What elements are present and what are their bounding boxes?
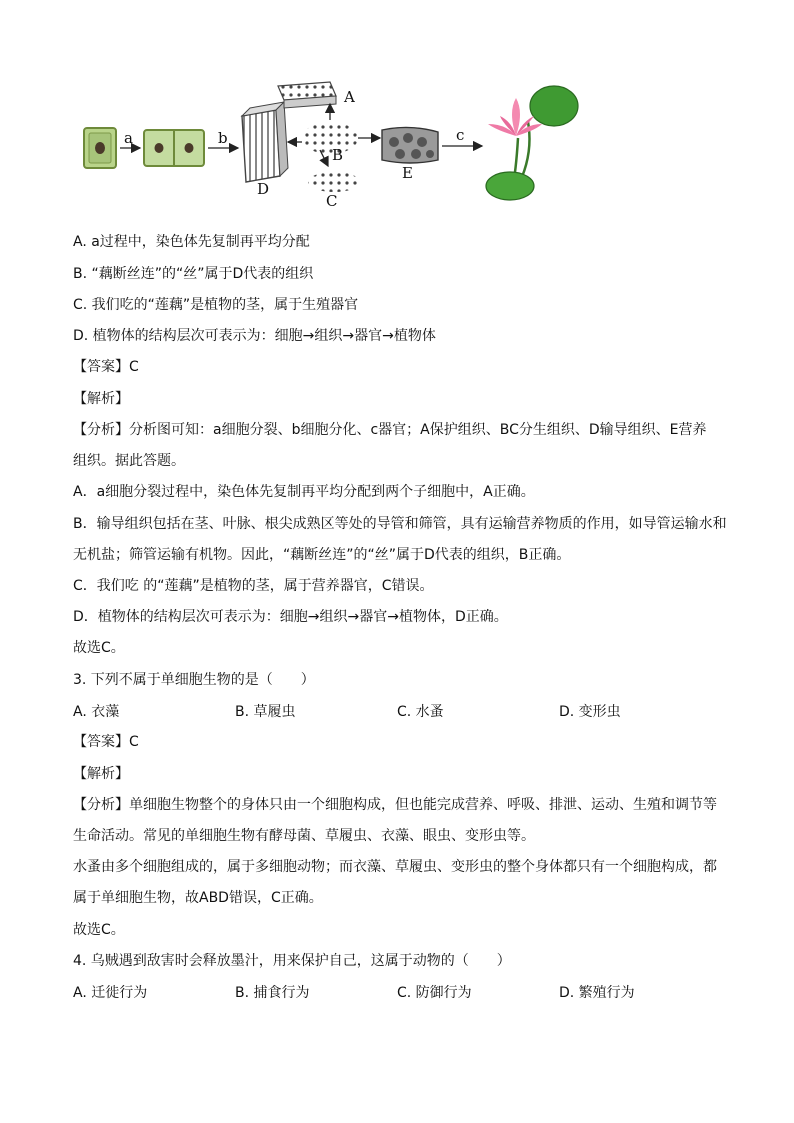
q2-explanation-line: 故选C。 <box>73 640 125 656</box>
q3-option-c: C. 水蚤 <box>397 704 444 720</box>
label-C: C <box>326 192 338 210</box>
q3-stem: 3. 下列不属于单细胞生物的是（ ） <box>73 672 315 688</box>
q2-explanation-line: 无机盐；筛管运输有机物。因此，“藕断丝连”的“丝”属于D代表的组织，B正确。 <box>73 547 571 563</box>
q2-explanation-line: C．我们吃 的“莲藕”是植物的茎，属于营养器官，C错误。 <box>73 578 434 594</box>
q3-explanation-line: 水蚤由多个细胞组成的，属于多细胞动物；而衣藻、草履虫、变形虫的整个身体都只有一个细胞构成，都 <box>73 859 717 875</box>
plant-structure-diagram <box>80 76 590 210</box>
label-B: B <box>332 146 344 164</box>
q2-option-c: C. 我们吃的“莲藕”是植物的茎，属于生殖器官 <box>73 297 359 313</box>
q4-option-d: D. 繁殖行为 <box>559 985 635 1001</box>
label-b: b <box>218 129 228 147</box>
q3-options <box>73 701 733 721</box>
label-A: A <box>344 88 355 106</box>
conducting-tissue-d <box>242 102 288 182</box>
lotus-plant <box>486 86 578 200</box>
single-cell <box>84 128 116 168</box>
q2-explanation-line: A．a细胞分裂过程中，染色体先复制再平均分配到两个子细胞中，A正确。 <box>73 484 535 500</box>
q2-explanation-line: 【分析】分析图可知：a细胞分裂、b细胞分化、c器官；A保护组织、BC分生组织、D输导组织、E营养 <box>73 422 707 438</box>
q2-analysis-title: 【解析】 <box>73 391 129 407</box>
q3-option-d: D. 变形虫 <box>559 704 621 720</box>
q3-explanation-line: 生命活动。常见的单细胞生物有酵母菌、草履虫、衣藻、眼虫、变形虫等。 <box>73 828 535 844</box>
nutritive-tissue-e <box>382 127 438 163</box>
q2-explanation-line: 组织。据此答题。 <box>73 453 185 469</box>
meristem-tissue-b <box>302 122 358 154</box>
q3-analysis-title: 【解析】 <box>73 766 129 782</box>
q2-option-b: B. “藕断丝连”的“丝”属于D代表的组织 <box>73 266 314 282</box>
q2-explanation-line: B．输导组织包括在茎、叶脉、根尖成熟区等处的导管和筛管，具有运输营养物质的作用，如导管运输水和 <box>73 516 727 532</box>
q3-option-b: B. 草履虫 <box>235 704 296 720</box>
q4-options <box>73 982 733 1002</box>
label-c: c <box>456 126 465 144</box>
protective-tissue-a <box>278 82 336 108</box>
q4-option-c: C. 防御行为 <box>397 985 472 1001</box>
q3-explanation-line: 故选C。 <box>73 922 125 938</box>
q4-option-b: B. 捕食行为 <box>235 985 310 1001</box>
meristem-tissue-c <box>308 172 360 192</box>
label-D: D <box>257 180 270 198</box>
q3-answer: 【答案】C <box>73 734 139 750</box>
q2-explanation-line: D．植物体的结构层次可表示为：细胞→组织→器官→植物体，D正确。 <box>73 609 508 625</box>
label-a: a <box>124 129 133 147</box>
label-E: E <box>402 164 413 182</box>
q3-explanation-line: 【分析】单细胞生物整个的身体只由一个细胞构成，但也能完成营养、呼吸、排泄、运动、生殖和调节等 <box>73 797 717 813</box>
q2-option-a: A. a过程中，染色体先复制再平均分配 <box>73 234 310 250</box>
q2-answer: 【答案】C <box>73 359 139 375</box>
divided-cells <box>144 130 204 166</box>
q4-option-a: A. 迁徙行为 <box>73 985 148 1001</box>
q2-option-d: D. 植物体的结构层次可表示为：细胞→组织→器官→植物体 <box>73 328 436 344</box>
q3-explanation-line: 属于单细胞生物，故ABD错误，C正确。 <box>73 890 323 906</box>
q3-option-a: A. 衣藻 <box>73 704 120 720</box>
q4-stem: 4. 乌贼遇到敌害时会释放墨汁，用来保护自己，这属于动物的（ ） <box>73 953 511 969</box>
